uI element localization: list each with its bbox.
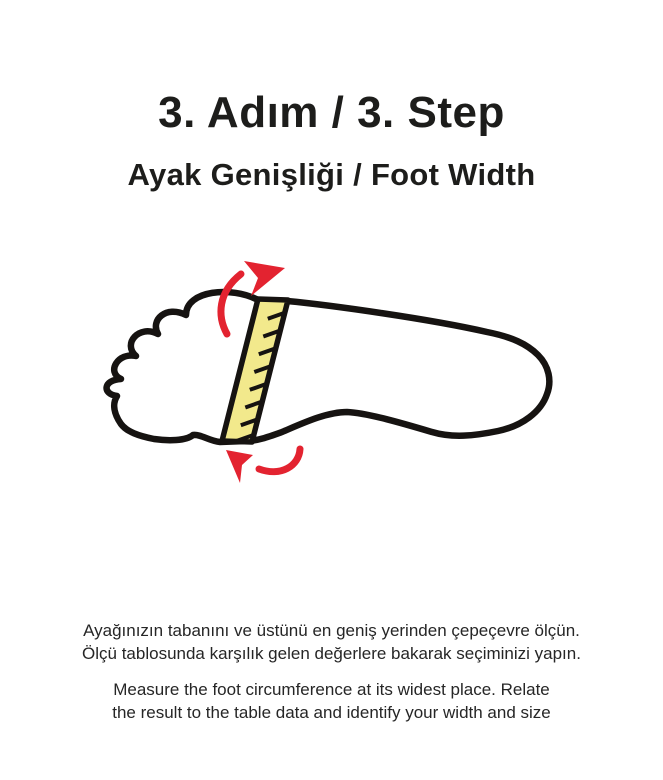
instruction-line: Ayağınızın tabanını ve üstünü en geniş yerinden çepeçevre ölçün. (83, 621, 580, 640)
instructions-turkish (0, 620, 663, 665)
wrap-arrow-top-head (244, 261, 285, 296)
instructions-english (0, 679, 663, 724)
wrap-arrow-bottom-arc (259, 449, 300, 472)
foot-outline (107, 292, 550, 442)
wrap-arrow-bottom-head (226, 450, 253, 483)
instruction-line: the result to the table data and identify your width and size (112, 702, 551, 722)
page-subtitle: Ayak Genişliği / Foot Width (127, 157, 536, 192)
wrap-arrow-bottom-icon (226, 449, 300, 483)
page-title: 3. Adım / 3. Step (158, 88, 505, 137)
instruction-line: Measure the foot circumference at its widest place. Relate (113, 680, 550, 699)
instruction-line: Ölçü tablosunda karşılık gelen değerlere bakarak seçiminizi yapın. (82, 643, 581, 663)
